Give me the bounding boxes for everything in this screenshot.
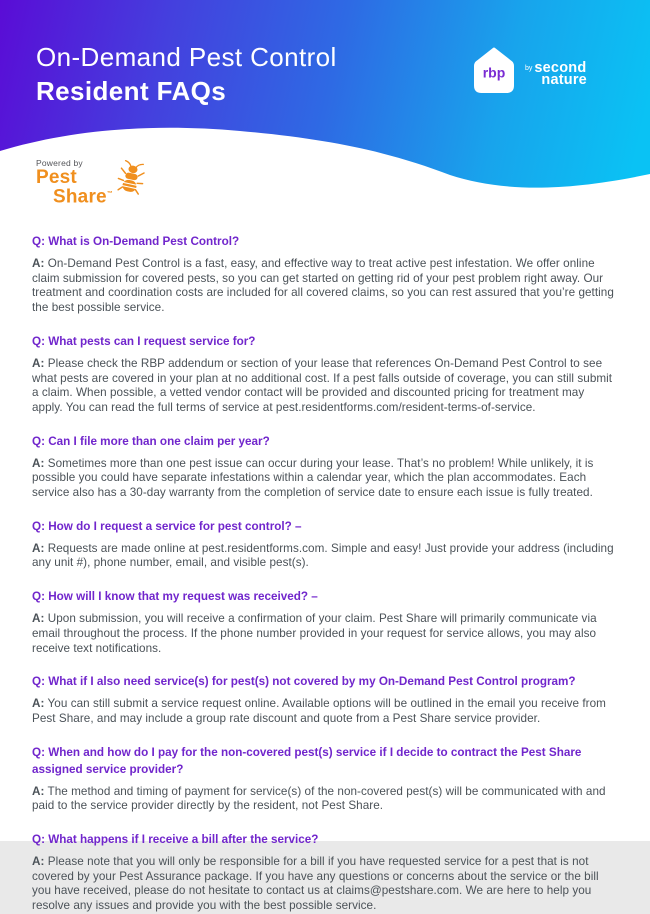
faq-question: Q: What happens if I receive a bill after the service? <box>32 833 319 847</box>
faq-answer-text: Requests are made online at pest.residentforms.com. Simple and easy! Just provide your address (including any unit #), phone number, email, and visible pest(s). <box>32 541 614 570</box>
answer-prefix: A: <box>32 541 45 555</box>
faq-question: Q: What if I also need service(s) for pest(s) not covered by my On-Demand Pest Control program? <box>32 675 576 689</box>
pest-share-line2: Share™ <box>53 186 114 208</box>
faq-question: Q: When and how do I pay for the non-covered pest(s) service if I decide to contract the Pest Share assigned service provider? <box>32 745 582 776</box>
faq-question: Q: How do I request a service for pest control? – <box>32 519 302 533</box>
rbp-second-nature-logo <box>470 44 587 98</box>
rbp-wordmark: rbp <box>482 64 506 81</box>
faq-answer <box>32 542 617 571</box>
faq-answer <box>32 457 617 501</box>
answer-prefix: A: <box>32 257 45 270</box>
faq-question: Q: How will I know that my request was received? – <box>32 590 318 604</box>
answer-prefix: A: <box>32 697 45 711</box>
second-nature-wordmark <box>525 59 587 88</box>
faq-question: Q: Can I file more than one claim per year? <box>32 434 270 448</box>
faq-answer <box>32 697 617 726</box>
faq-item <box>32 333 617 416</box>
bug-icon <box>118 160 146 196</box>
faq-answer <box>32 785 617 814</box>
faq-question: Q: What is On-Demand Pest Control? <box>32 235 240 248</box>
page-title <box>36 40 337 108</box>
faq-item <box>32 518 617 571</box>
faq-item <box>32 588 617 656</box>
faq-answer-text: On-Demand Pest Control is a fast, easy, and effective way to treat active pest infestation. We offer online claim submission for covered pests, so you can get started on getting rid of your pest problem right away. Our treatment and coordination costs are included for all covered claims, so you can rest assured that you’re getting the best possible service. <box>32 257 614 315</box>
pest-share-logo <box>36 158 146 208</box>
answer-prefix: A: <box>32 456 45 470</box>
faq-answer-text: The method and timing of payment for service(s) of the non-covered pest(s) will be communicated with and paid to the service provider directly by the resident, not Pest Share. <box>32 784 606 813</box>
powered-by-label: Powered by <box>36 158 83 168</box>
faq-answer <box>32 257 617 316</box>
faq-answer-text: You can still submit a service request online. Available options will be outlined in the email you receive from Pest Share, and may include a group rate discount and quote from a Pest Share service provider. <box>32 697 606 725</box>
second-nature-line1: second <box>534 59 587 76</box>
trademark-symbol: ™ <box>106 191 114 197</box>
faq-question: Q: What pests can I request service for? <box>32 334 256 348</box>
faq-answer <box>32 855 617 914</box>
faq-item <box>32 433 617 501</box>
page-title-line1: On-Demand Pest Control <box>36 42 337 72</box>
faq-answer-text: Please check the RBP addendum or section of your lease that references On-Demand Pest Control to see what pests are covered in your plan at no additional cost. If a pest falls outside of coverage, you can still submit a claim. When possible, a vetted vendor contact will be provided and discounted pricing for treatment may apply. You can read the full terms of service at pest.residentforms.com/resident-terms-of-service. <box>32 356 613 414</box>
pest-share-line1: Pest <box>36 167 77 188</box>
answer-prefix: A: <box>32 855 45 869</box>
by-label: by <box>525 64 533 72</box>
answer-prefix: A: <box>32 612 45 626</box>
rbp-house-icon <box>470 44 518 98</box>
page-title-line2: Resident FAQs <box>36 76 227 106</box>
faq-item <box>32 233 617 316</box>
faq-answer-text: Sometimes more than one pest issue can occur during your lease. That’s no problem! While unlikely, it is possible you could have separate infestations within a calendar year, which the plan accommodates. Each service also has a 30-day warranty from the completion of service date to ensure each issue is fully treated. <box>32 456 594 500</box>
faq-item <box>32 831 617 914</box>
faq-item <box>32 744 617 814</box>
answer-prefix: A: <box>32 784 45 798</box>
faq-list <box>0 220 650 914</box>
faq-answer-text: Upon submission, you will receive a confirmation of your claim. Pest Share will primarily communicate via email throughout the process. If the phone number provided in your request for service allows, you may also receive text notifications. <box>32 612 597 655</box>
faq-item <box>32 673 617 726</box>
answer-prefix: A: <box>32 356 45 370</box>
second-nature-line2: nature <box>541 72 587 88</box>
faq-answer <box>32 612 617 656</box>
faq-answer-text: Please note that you will only be responsible for a bill if you have requested service for a pest that is not covered by your Pest Assurance package. If you have any questions or concerns about the service or the bill you have received, please do not hesitate to contact us at claims@pestshare.com. We are here to help you resolve any issues and provide you with the best possible service. <box>32 855 599 913</box>
faq-answer <box>32 357 617 416</box>
